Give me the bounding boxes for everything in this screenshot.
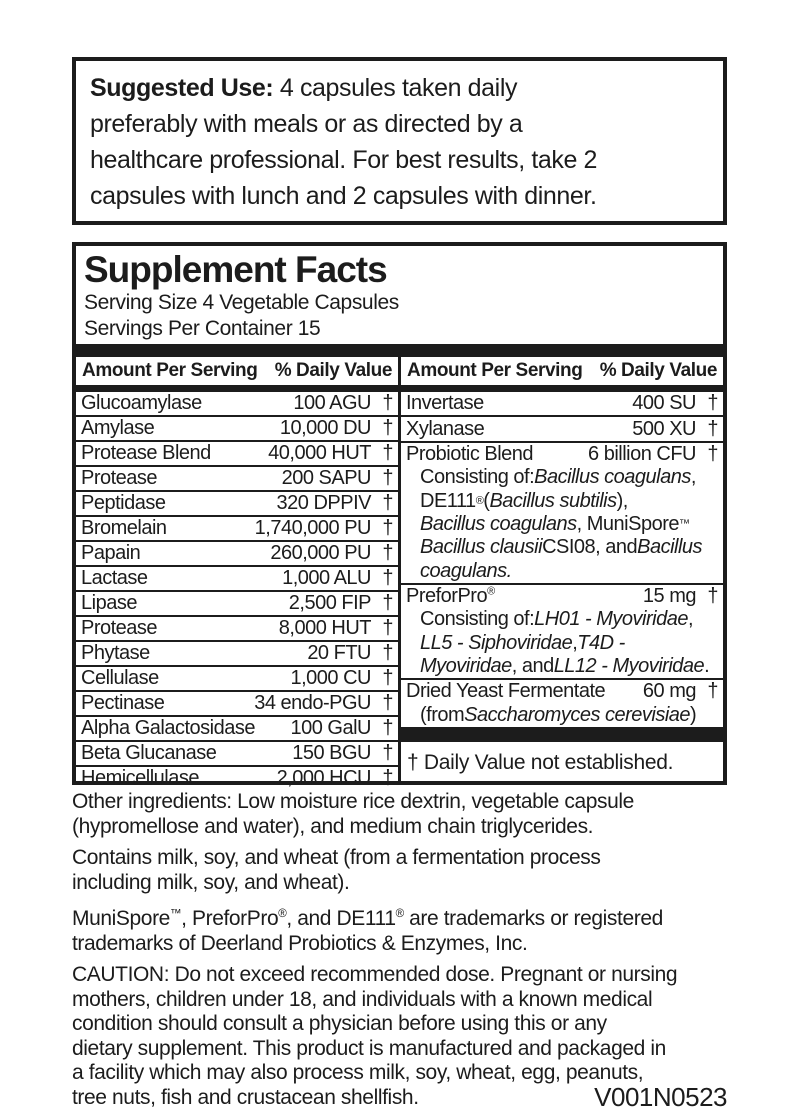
column-header-row — [76, 357, 723, 385]
daily-value-dagger: † — [707, 417, 718, 440]
ingredient-name — [81, 542, 140, 565]
text-segment: Peptidase — [81, 492, 166, 514]
text-segment: Bacillus coagulans — [534, 466, 691, 489]
ingredient-amount — [291, 667, 372, 690]
ingredient-amount — [292, 742, 371, 765]
ingredient-amount — [632, 392, 696, 415]
note-line — [72, 902, 752, 932]
ingredient-row — [401, 392, 723, 415]
text-segment: Lipase — [81, 592, 137, 614]
daily-value-label: % Daily Value — [599, 360, 717, 381]
note-line — [72, 790, 752, 815]
text-segment: Bacillus coagulans — [420, 512, 577, 535]
ingredient-amount — [588, 443, 696, 466]
text-segment: 8,000 HUT — [278, 617, 371, 639]
ingredient-amount — [632, 418, 696, 441]
divider-bar-thin — [76, 385, 723, 392]
divider-bar-thick — [401, 729, 723, 742]
text-segment: CSI08, and — [542, 536, 638, 559]
ingredient-row — [401, 585, 723, 608]
ingredient-detail-line — [401, 632, 723, 655]
daily-value-dagger: † — [382, 742, 393, 764]
ingredient-row — [76, 692, 398, 717]
ingredient-amount — [643, 585, 696, 608]
ingredient-row — [76, 392, 398, 417]
text-segment: Beta Glucanase — [81, 742, 217, 764]
ingredient-row — [76, 567, 398, 592]
text-segment: preferably with meals or as directed by a — [90, 110, 523, 138]
ingredient-detail-line — [401, 608, 723, 631]
text-segment: Saccharomyces cerevisiae — [464, 703, 691, 726]
text-segment: MuniSpore — [72, 907, 170, 930]
suggested-use-line — [90, 70, 709, 106]
text-segment: 15 mg — [642, 585, 696, 608]
text-segment: condition should consult a physician before using this or any — [72, 1012, 607, 1035]
ingredient-name — [81, 392, 202, 415]
note-line — [72, 871, 752, 896]
text-segment: Contains milk, soy, and wheat (from a fermentation process — [72, 846, 601, 869]
text-segment: a facility which may also process milk, soy, wheat, egg, peanuts, — [72, 1061, 644, 1084]
ingredient-detail-line — [401, 489, 723, 512]
note-line — [72, 988, 752, 1013]
amount-per-serving-label: Amount Per Serving — [407, 360, 583, 381]
text-segment: Xylanase — [406, 417, 485, 440]
daily-value-dagger: † — [382, 642, 393, 664]
text-segment: 60 mg — [642, 680, 696, 703]
text-segment: 2,500 FIP — [288, 592, 371, 614]
ingredient-block — [401, 417, 723, 442]
trademark-symbol: ® — [278, 908, 287, 920]
ingredient-block — [401, 443, 723, 585]
ingredient-detail-line — [401, 466, 723, 489]
text-segment: 1,000 ALU — [282, 567, 371, 589]
ingredient-row — [76, 667, 398, 692]
column-header-left — [76, 360, 398, 382]
text-segment: Protease — [81, 617, 158, 639]
text-segment: PreforPro — [406, 585, 488, 608]
text-segment: Papain — [81, 542, 141, 564]
ingredient-name — [406, 418, 484, 441]
ingredient-amount — [277, 767, 371, 790]
text-segment: 4 capsules taken daily — [273, 74, 518, 102]
text-segment: (hypromellose and water), and medium chain triglycerides. — [72, 814, 594, 838]
daily-value-dagger: † — [382, 692, 393, 714]
suggested-use-line — [90, 106, 709, 142]
daily-value-dagger: † — [382, 492, 393, 514]
text-segment: 100 GalU — [290, 717, 371, 739]
note-line — [72, 963, 752, 988]
text-segment: Bacillus clausii — [420, 536, 543, 559]
ingredient-block — [401, 585, 723, 680]
ingredient-row — [76, 467, 398, 492]
daily-value-footnote: † Daily Value not established. — [407, 750, 674, 774]
trademark-symbol: ™ — [169, 908, 182, 920]
ingredient-amount — [277, 492, 371, 515]
suggested-use-text — [90, 70, 709, 214]
left-column — [76, 392, 398, 789]
ingredient-name — [81, 742, 216, 765]
text-segment: Lactase — [81, 567, 148, 589]
ingredient-row — [76, 517, 398, 542]
ingredient-amount — [293, 392, 371, 415]
daily-value-dagger: † — [382, 392, 393, 414]
text-segment: 1,000 CU — [290, 667, 371, 689]
text-segment: 150 BGU — [292, 742, 371, 764]
text-segment: trademarks of Deerland Probiotics & Enzymes, Inc. — [72, 931, 528, 955]
ingredient-amount — [282, 467, 371, 490]
text-segment: Bacillus — [637, 536, 703, 559]
serving-size: Serving Size 4 Vegetable Capsules — [84, 291, 399, 314]
text-segment: 20 FTU — [307, 642, 371, 664]
text-segment: dietary supplement. This product is manufactured and packaged in — [72, 1036, 666, 1060]
ingredient-name — [81, 642, 150, 665]
ingredient-row — [76, 442, 398, 467]
daily-value-dagger: † — [707, 392, 718, 415]
daily-value-dagger: † — [382, 417, 393, 439]
ingredient-row — [76, 417, 398, 442]
text-segment: 1,740,000 PU — [254, 517, 371, 539]
ingredient-amount — [289, 592, 371, 615]
ingredient-block — [401, 680, 723, 729]
text-segment: Pectinase — [81, 692, 165, 714]
text-segment: LH01 - Myoviridae — [534, 608, 688, 631]
text-segment: Suggested Use: — [90, 74, 274, 102]
ingredient-name — [81, 467, 157, 490]
ingredient-name — [81, 767, 199, 790]
column-header-right — [401, 360, 723, 382]
text-segment: Probiotic Blend — [406, 442, 534, 465]
text-segment: Amylase — [81, 417, 155, 439]
ingredient-detail-line — [401, 513, 723, 536]
ingredient-row — [76, 592, 398, 617]
ingredient-row — [401, 680, 723, 703]
ingredient-name — [406, 392, 484, 415]
text-segment: , PreforPro — [181, 907, 279, 930]
daily-value-dagger: † — [382, 617, 393, 639]
ingredient-name — [81, 417, 154, 440]
daily-value-dagger: † — [382, 467, 393, 489]
ingredient-amount — [280, 417, 371, 440]
note-paragraph — [72, 846, 752, 895]
daily-value-dagger: † — [382, 592, 393, 614]
text-segment: Consisting of: — [420, 608, 535, 631]
ingredient-name — [81, 692, 164, 715]
text-segment: 6 billion CFU — [588, 442, 696, 465]
ingredient-name — [81, 442, 211, 465]
ingredient-row — [76, 617, 398, 642]
ingredient-amount — [291, 717, 372, 740]
text-segment: 40,000 HUT — [268, 442, 371, 464]
text-segment: Glucoamylase — [81, 392, 202, 414]
text-segment: Phytase — [81, 642, 150, 664]
ingredient-name — [81, 717, 255, 740]
ingredient-name — [81, 517, 167, 540]
text-segment: 260,000 PU — [270, 542, 371, 564]
text-segment: ( — [483, 489, 490, 512]
ingredient-amount — [307, 642, 371, 665]
note-line — [72, 815, 752, 840]
suggested-use-line — [90, 178, 709, 214]
trademark-symbol: ® — [395, 908, 404, 920]
ingredient-detail-line — [401, 655, 723, 678]
text-segment: , and DE111 — [286, 907, 396, 930]
suggested-use-box — [72, 57, 727, 225]
text-segment: , and — [511, 655, 554, 678]
supplement-facts-panel — [72, 242, 727, 789]
trademark-symbol: ™ — [679, 518, 690, 531]
text-segment: Other ingredients: Low moisture rice dextrin, vegetable capsule — [72, 790, 634, 813]
text-segment: 34 endo-PGU — [254, 692, 371, 714]
ingredient-amount — [268, 442, 371, 465]
text-segment: Cellulase — [81, 667, 159, 689]
note-line — [72, 1012, 752, 1037]
text-segment: LL5 - Siphoviridae — [420, 631, 573, 654]
trademark-symbol: ® — [487, 585, 495, 598]
text-segment: 200 SAPU — [281, 467, 371, 489]
text-segment: 100 AGU — [293, 392, 371, 414]
ingredient-amount — [643, 680, 696, 703]
ingredient-row — [76, 767, 398, 790]
ingredient-name — [406, 443, 533, 466]
ingredient-name — [406, 585, 495, 608]
text-segment: 2,000 HCU — [276, 767, 371, 789]
ingredient-name — [81, 492, 165, 515]
text-segment: ) — [690, 703, 697, 726]
text-segment: 10,000 DU — [279, 417, 371, 439]
text-segment: Bacillus subtilis — [489, 489, 617, 512]
text-segment: , — [690, 466, 696, 489]
note-line — [72, 1037, 752, 1062]
daily-value-dagger: † — [382, 667, 393, 689]
text-segment: 400 SU — [632, 392, 696, 415]
ingredient-amount — [254, 692, 371, 715]
servings-per-container: Servings Per Container 15 — [84, 317, 321, 340]
text-segment: Protease — [81, 467, 158, 489]
daily-value-dagger: † — [707, 680, 718, 703]
ingredient-detail-line — [401, 704, 723, 727]
note-line — [72, 932, 752, 957]
trademark-symbol: ® — [475, 495, 484, 508]
text-segment: CAUTION: Do not exceed recommended dose. Pregnant or nursing — [72, 963, 678, 986]
daily-value-label: % Daily Value — [274, 360, 392, 381]
daily-value-dagger: † — [707, 585, 718, 608]
text-segment: Myoviridae — [420, 655, 512, 678]
ingredient-name — [81, 667, 159, 690]
ingredient-row — [76, 642, 398, 667]
text-segment: , — [687, 608, 694, 631]
text-segment: . — [704, 655, 710, 678]
amount-per-serving-label: Amount Per Serving — [82, 360, 258, 381]
text-segment: ), — [616, 489, 628, 512]
ingredient-name — [81, 592, 137, 615]
text-segment: are trademarks or registered — [403, 907, 663, 930]
ingredient-row — [76, 742, 398, 767]
ingredient-amount — [255, 517, 371, 540]
text-segment: healthcare professional. For best results, take 2 — [90, 146, 598, 174]
ingredient-row — [76, 492, 398, 517]
text-segment: Alpha Galactosidase — [81, 717, 255, 739]
text-segment: , — [572, 631, 578, 654]
note-line — [72, 846, 752, 871]
daily-value-dagger: † — [707, 442, 718, 465]
text-segment: T4D - — [577, 631, 625, 654]
ingredient-detail-line — [401, 536, 723, 559]
text-segment: Invertase — [406, 392, 484, 415]
text-segment: Bromelain — [81, 517, 167, 539]
text-segment: coagulans. — [420, 559, 512, 582]
ingredients-table — [76, 392, 723, 789]
daily-value-dagger: † — [382, 717, 393, 739]
text-segment: capsules with lunch and 2 capsules with dinner. — [90, 182, 597, 210]
text-segment: , MuniSpore — [576, 512, 679, 535]
ingredient-amount — [279, 617, 371, 640]
daily-value-dagger: † — [382, 767, 393, 789]
daily-value-dagger: † — [382, 567, 393, 589]
right-column — [401, 392, 723, 781]
ingredient-amount — [270, 542, 371, 565]
facts-title: Supplement Facts — [84, 249, 387, 290]
ingredient-name — [81, 617, 157, 640]
ingredient-name — [406, 680, 605, 703]
note-paragraph — [72, 790, 752, 839]
daily-value-dagger: † — [382, 517, 393, 539]
suggested-use-line — [90, 142, 709, 178]
footer-notes — [72, 790, 752, 1117]
text-segment: tree nuts, fish and crustacean shellfish. — [72, 1085, 419, 1109]
text-segment: LL12 - Myoviridae — [553, 655, 705, 678]
facts-header — [76, 246, 723, 344]
ingredient-row — [76, 542, 398, 567]
text-segment: Dried Yeast Fermentate — [406, 680, 606, 703]
ingredient-name — [81, 567, 148, 590]
text-segment: Protease Blend — [81, 442, 211, 464]
version-code: V001N0523 — [594, 1082, 727, 1112]
text-segment: Hemicellulase — [81, 767, 199, 789]
text-segment: including milk, soy, and wheat). — [72, 870, 350, 894]
text-segment: Consisting of: — [420, 466, 535, 489]
text-segment: DE111 — [420, 489, 476, 512]
text-segment: 500 XU — [632, 417, 696, 440]
text-segment: 320 DPPIV — [276, 492, 371, 514]
divider-bar-thick — [76, 344, 723, 357]
text-segment: (from — [420, 703, 465, 726]
ingredient-row — [76, 717, 398, 742]
ingredient-row — [401, 417, 723, 440]
ingredient-detail-line — [401, 560, 723, 583]
text-segment: mothers, children under 18, and individuals with a known medical — [72, 987, 653, 1011]
ingredient-amount — [282, 567, 371, 590]
ingredient-block — [401, 392, 723, 417]
ingredient-row — [401, 443, 723, 466]
note-paragraph — [72, 902, 752, 956]
daily-value-dagger: † — [382, 542, 393, 564]
daily-value-dagger: † — [382, 442, 393, 464]
